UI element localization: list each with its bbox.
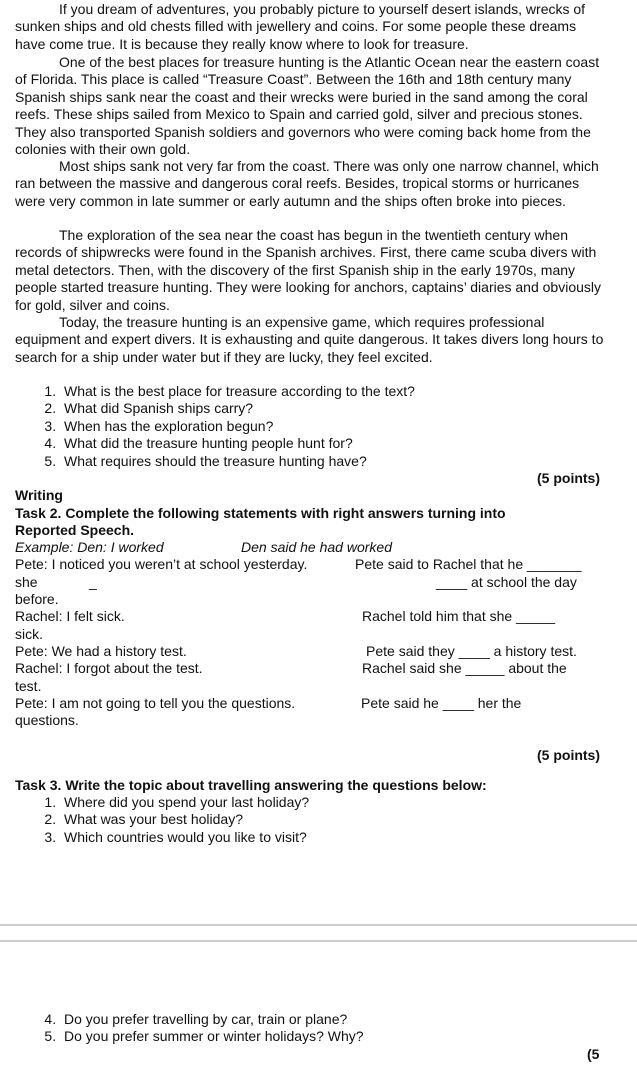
example-left: Example: Den: I worked [15,539,164,555]
statement-4-end: test. [15,678,42,694]
statement-3-reported: Pete said they ____ a history test. [366,643,577,659]
divider [0,940,637,942]
writing-heading: Writing [15,487,63,503]
reading-questions [15,383,415,470]
divider [0,924,637,926]
statement-4-direct: Rachel: I forgot about the test. [15,660,203,676]
list-item: 1. Where did you spend your last holiday? [60,794,309,811]
list-item: 5. What requires should the treasure hunting have? [60,453,415,470]
list-item: 4. Do you prefer travelling by car, train or plane? [60,1011,364,1028]
statement-1-cont: she [15,574,38,590]
reading-paragraph-3: Most ships sank not very far from the coast. There was only one narrow channel, which ran between the massive and dangerous coral reefs. Besides, tropical storms or hurricanes were very common in late summer or early autumn and the ships often broke into pieces. [15,158,599,209]
statement-1-reported: Pete said to Rachel that he _______ [355,556,582,572]
list-item: 1. What is the best place for treasure according to the text? [60,383,415,400]
statement-2-direct: Rachel: I felt sick. [15,608,125,624]
statement-5-end: questions. [15,712,79,728]
reading-paragraph-1: If you dream of adventures, you probably picture to yourself desert islands, wrecks of sunken ships and old chests filled with jewellery and coins. For some people these dreams have come true. It is because they really know where to look for treasure. [15,1,586,52]
statement-2-reported: Rachel told him that she _____ [362,608,556,624]
list-item: 2. What was your best holiday? [60,811,309,828]
list-item: 3. When has the exploration begun? [60,418,415,435]
task3-points: (5 [587,1046,600,1062]
list-item: 5. Do you prefer summer or winter holidays? Why? [60,1028,364,1045]
reading-points: (5 points) [537,470,600,486]
writing-points: (5 points) [537,747,600,763]
statement-1-reported-cont: ____ at school the day [436,574,577,590]
statement-4-reported: Rachel said she _____ about the [362,660,567,676]
statement-5-reported: Pete said he ____ her the [361,695,522,711]
list-item: 4. What did the treasure hunting people hunt for? [60,435,415,452]
statement-2-end: sick. [15,626,43,642]
list-item: 3. Which countries would you like to visit? [60,829,309,846]
task2-title-line2: Reported Speech. [15,522,135,538]
task3-questions-b [15,1011,364,1046]
example-right: Den said he had worked [241,539,392,555]
statement-5-direct: Pete: I am not going to tell you the questions. [15,695,296,711]
task3-title: Task 3. Write the topic about travelling answering the questions below: [15,777,487,793]
statement-1-end: before. [15,591,59,607]
list-item: 2. What did Spanish ships carry? [60,400,415,417]
stray-mark: _ [89,574,97,590]
task3-questions-a [15,794,309,846]
reading-paragraph-5: Today, the treasure hunting is an expensive game, which requires professional equipment and expert divers. It is exhausting and quite dangerous. It takes divers long hours to search for a ship under water but if they are lucky, they feel excited. [15,314,604,365]
reading-paragraph-4: The exploration of the sea near the coast has begun in the twentieth century when records of shipwrecks were found in the Spanish archives. First, there came scuba divers with metal detectors. Then, with the discovery of the first Spanish ship in the early 1970s, many people started treasure hunting. They were looking for anchors, captains’ diaries and obviously for gold, silver and coins. [15,227,602,313]
statement-1-direct: Pete: I noticed you weren’t at school yesterday. [15,556,308,572]
statement-3-direct: Pete: We had a history test. [15,643,187,659]
reading-paragraph-2: One of the best places for treasure hunting is the Atlantic Ocean near the eastern coast of Florida. This place is called “Treasure Coast”. Between the 16th and 18th century many Spanish ships sank near the coast and their wrecks were buried in the sand among the coral reefs. These ships sailed from Mexico to Spain and carried gold, silver and precious stones. They also transported Spanish soldiers and governors who were coming back home from the colonies with their own gold. [15,54,600,158]
task2-title-line1: Task 2. Complete the following statements with right answers turning into [15,505,506,521]
